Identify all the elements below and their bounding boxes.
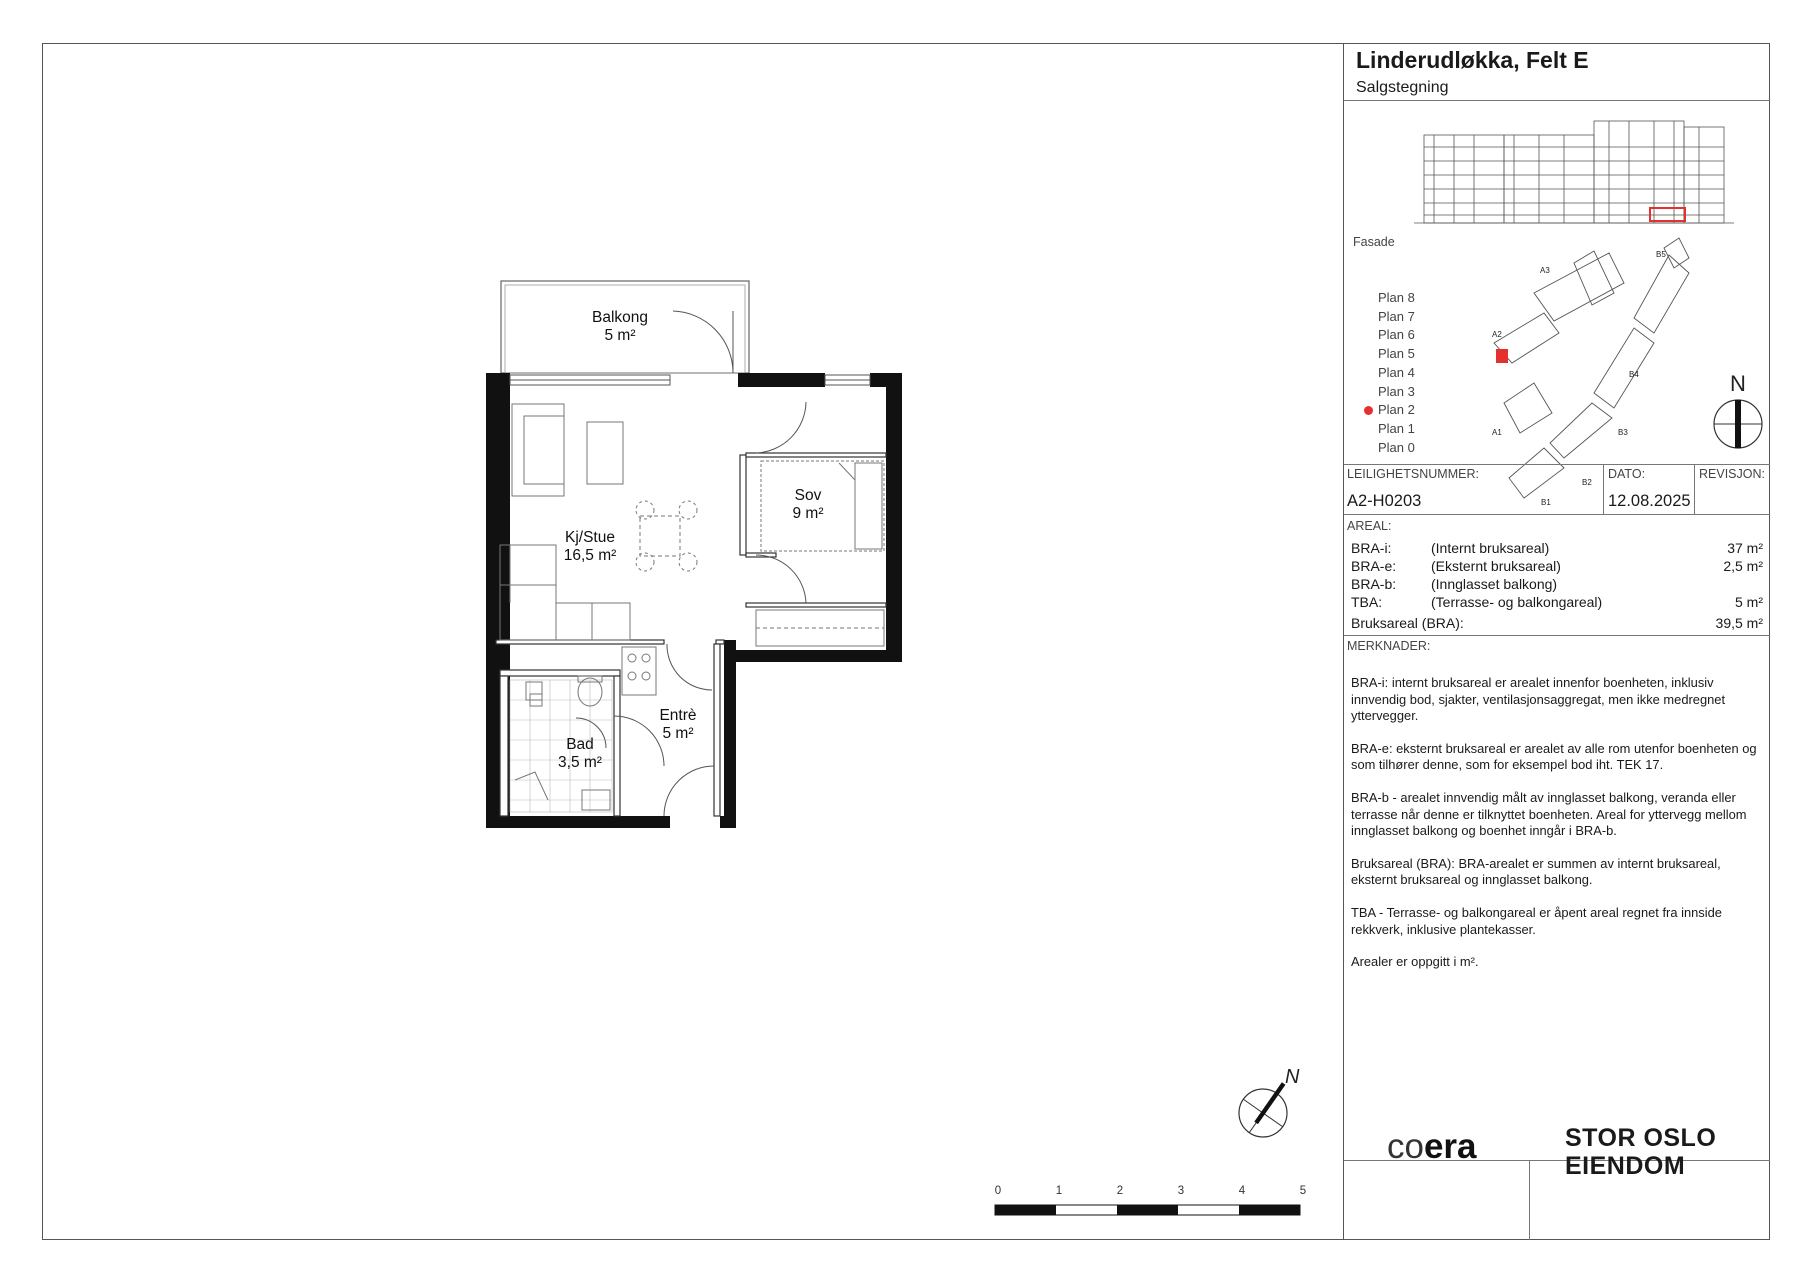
bathroom-tiles — [510, 680, 612, 812]
scale-tick-3: 3 — [1177, 1185, 1185, 1197]
building-label: B2 — [1582, 478, 1592, 487]
plan-north-label: N — [1285, 1066, 1300, 1088]
coera-logo: coera — [1387, 1127, 1477, 1166]
building-label: A1 — [1492, 428, 1502, 437]
area-value: 37 m² — [1727, 540, 1763, 556]
room-name-entre: Entrè — [659, 707, 697, 724]
area-code: BRA-b: — [1351, 576, 1397, 592]
area-desc: (Eksternt bruksareal) — [1431, 558, 1561, 574]
room-area-balkong: 5 m² — [604, 327, 636, 344]
room-area-entre: 5 m² — [662, 725, 694, 742]
room-area-bad: 3,5 m² — [558, 754, 602, 771]
level-item: Plan 6 — [1378, 327, 1415, 343]
stor-oslo-eiendom-logo: STOR OSLO EIENDOM — [1565, 1124, 1717, 1180]
area-value: 2,5 m² — [1723, 558, 1763, 574]
areas-label: AREAL: — [1347, 519, 1392, 533]
plan-north-arrow — [1239, 1066, 1300, 1137]
area-code: BRA-e: — [1351, 558, 1397, 574]
note-paragraph: TBA - Terrasse- og balkongareal er åpent areal regnet fra innside rekkverk, inklusive plantekasser. — [1351, 904, 1722, 937]
level-item: Plan 0 — [1378, 439, 1415, 455]
note-paragraph: Arealer er oppgitt i m². — [1351, 954, 1479, 970]
project-title: Linderudløkka, Felt E — [1356, 47, 1589, 73]
note-paragraph: BRA-e: eksternt bruksareal er arealet av alle rom utenfor boenheten og som tilhører denne, som for eksempel bod iht. TEK 17. — [1351, 740, 1757, 773]
unit-number-value: A2-H0203 — [1347, 492, 1422, 510]
scale-bar — [995, 1185, 1306, 1215]
room-area-sov: 9 m² — [792, 505, 824, 522]
notes-label: MERKNADER: — [1347, 639, 1431, 653]
room-name-bad: Bad — [566, 736, 594, 753]
area-value: 5 m² — [1735, 594, 1763, 610]
room-labels — [558, 487, 823, 771]
note-paragraph: BRA-b - arealet innvendig målt av innglasset balkong, veranda eller terrasse når denne er tilknyttet boenheten. Areal for yttervegg mellom innglasset balkong og boenhet inngår i BRA-b. — [1351, 789, 1747, 839]
door-swings — [576, 402, 806, 816]
level-item: Plan 3 — [1378, 383, 1415, 399]
level-item: Plan 5 — [1378, 346, 1415, 362]
unit-number-label: LEILIGHETSNUMMER: — [1347, 467, 1479, 481]
level-item: Plan 4 — [1378, 364, 1415, 380]
area-total-label: Bruksareal (BRA): — [1351, 615, 1464, 631]
building-label: A3 — [1540, 266, 1550, 275]
area-code: TBA: — [1351, 594, 1383, 610]
building-label: B5 — [1656, 250, 1666, 259]
room-name-sov: Sov — [794, 487, 822, 504]
area-desc: (Innglasset balkong) — [1431, 576, 1558, 592]
site-north-label: N — [1730, 371, 1746, 396]
interior-walls — [496, 453, 886, 816]
scale-tick-1: 1 — [1055, 1185, 1063, 1197]
building-label: B3 — [1618, 428, 1628, 437]
logo-area — [1343, 0, 1770, 1280]
level-item: Plan 1 — [1378, 420, 1415, 436]
area-desc: (Internt bruksareal) — [1431, 540, 1550, 556]
scale-tick-4: 4 — [1238, 1185, 1246, 1197]
building-label: A2 — [1492, 330, 1502, 339]
building-label: B1 — [1541, 498, 1551, 507]
scale-tick-5: 5 — [1299, 1185, 1307, 1197]
scale-tick-0: 0 — [994, 1185, 1002, 1197]
date-label: DATO: — [1608, 467, 1646, 481]
room-name-balkong: Balkong — [591, 309, 649, 326]
room-name-kj-stue: Kj/Stue — [565, 529, 615, 546]
room-area-kj-stue: 16,5 m² — [563, 547, 617, 564]
note-paragraph: BRA-i: internt bruksareal er arealet innenfor boenheten, inklusiv innvendig bod, sjakter, ventilasjonsaggregat, men ikke medregnet yttervegger. — [1351, 675, 1726, 724]
level-item: Plan 8 — [1378, 290, 1415, 305]
balcony — [501, 281, 749, 373]
area-code: BRA-i: — [1351, 540, 1392, 556]
facade-label: Fasade — [1353, 235, 1395, 249]
building-label: B4 — [1629, 370, 1639, 379]
area-desc: (Terrasse- og balkongareal) — [1431, 594, 1603, 610]
area-total-value: 39,5 m² — [1715, 615, 1763, 631]
scale-tick-2: 2 — [1116, 1185, 1124, 1197]
level-item: Plan 7 — [1378, 308, 1415, 324]
revision-label: REVISJON: — [1699, 467, 1765, 481]
note-paragraph: Bruksareal (BRA): BRA-arealet er summen av internt bruksareal, eksternt bruksareal og innglasset balkong. — [1351, 855, 1721, 888]
level-item-active: Plan 2 — [1378, 401, 1415, 420]
date-value: 12.08.2025 — [1608, 492, 1691, 510]
project-subtitle: Salgstegning — [1356, 79, 1449, 96]
